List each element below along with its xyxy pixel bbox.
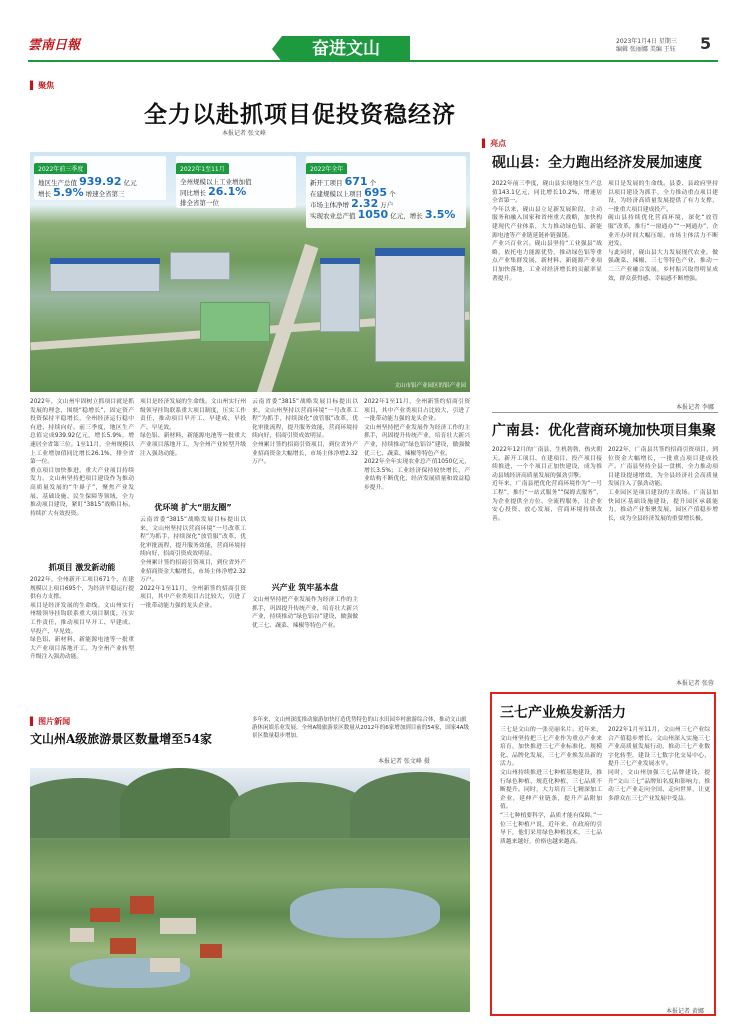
main-text-col-4: 2022年1至11月，全州新签约招商引资项目，其中产业类项目占比较大，引进了一批带动能力强的龙头企业。 文山州坚持把产业发展作为经济工作的主抓手，巩固提升传统产业，培育壮大新兴产业，持续推动“绿色铝谷”建设，做强做优三七、蔬菜、辣椒等特色产业。 2022年全年实现农业总产值1050亿元，增长3.5%；工业经济保持较快增长，产业结构不断优化，经济发展质量和效益稳步提升。 <box>364 399 470 491</box>
info-box-industry: 2022年1至11月 全州规模以上工业增加值 同比增长 26.1% 排全省第一位 <box>176 156 296 208</box>
info-box-gdp: 2022年前三季度 地区生产总值 939.92 亿元 增长 5.9% 增速全省第三 <box>34 156 166 200</box>
picnews-caption: 多年来，文山州深度推动旅游加快打造优势特色的山水田园乡村旅游综合体，推动文山旅游休闲娱乐业发展。全州A级旅游景区数量从2012年的6家增加到目前的54家，国家4A级景区数量稳步增加。 <box>252 717 470 739</box>
picnews-title: 文山州A级旅游景区数量增至54家 <box>30 732 213 746</box>
sanqi-text-col-2: 2022年1月至11月，文山州三七产业综合产值稳步增长。文山州深入实施三七产业高质量发展行动，推动三七产业数字化转型，建设三七数字化交易中心，提升三七产业发展水平。 同时，文山州加强三七品牌建设，提升“文山三七”品牌知名度和影响力，推动三七产业走向全国、走向世界，让更多群众在三七产业发展中受益。 <box>608 727 710 802</box>
main-text-col-1b: 2022年，全州新开工项目671个，在建规模以上项目695个，为经济平稳运行提供有力支撑。 项目是经济发展的生命线。文山州实行州级领导挂钩联系重大项目制度，压实工作责任，推动项目早开工、早建成、早投产、早见效。 绿色铝、新材料、新能源电池等一批重大产业项目落地开工，为全州产业转型升级注入强劲动能。 <box>30 577 134 661</box>
guangnan-text-col-2: 2022年，广南县共签约招商引资项目，到位资金大幅增长，一批重点项目建成投产。广南县坚持全县一盘棋，全力推动项目建设提速增效，为全县经济社会高质量发展注入了强劲动能。 工业园区是项目建设的主战场。广南县加快园区基础设施建设，提升园区承载能力，推动产业集聚发展，园区产值稳步增长，成为全县经济发展的重要增长极。 <box>608 447 718 522</box>
divider <box>492 412 718 413</box>
yanshan-text-col-1: 2022年前三季度，砚山县实现地区生产总值143.1亿元，同比增长10.2%，增速居全省第一。 今年以来，砚山县立足新发展阶段，主动服务和融入国家和省州重大战略，加快构建现代产业体系，大力推动绿色铝、新能源电池等产业链延链补链强链。 产业兴百业兴。砚山县坚持“工业强县”战略，依托电力能源优势，推动绿色铝等重点产业集群发展，新材料、新能源产业项目加快落地，工业对经济增长的贡献率显著提升。 <box>492 181 602 282</box>
section-tag-picnews: ▌ 图片新闻 <box>30 716 70 727</box>
section-tag-highlights: ▌ 亮点 <box>482 138 506 149</box>
subhead-projects: 抓项目 激发新动能 <box>48 563 116 572</box>
main-text-col-3: 云南省委“3815”战略发展目标提出以来，文山州坚持以营商环境“一号改革工程”为抓手，持续深化“放管服”改革，优化审批流程，提升服务效能，营商环境持续向好，招商引资成效明显。 全州累计签约招商引资项目，到位省外产业招商资金大幅增长，市场主体净增2.32万户。 <box>252 399 358 466</box>
article-title-guangnan: 广南县：优化营商环境加快项目集聚 <box>492 423 716 439</box>
yanshan-text-col-2: 项目是发展的生命线。县委、县政府坚持以项目建设为抓手，全力推动重点项目建设，为经济高质量发展提供了有力支撑，一批重大项目建成投产。 砚山县持续优化营商环境，深化“放管服”改革，推行“一窗通办”“一网通办”，企业开办时间大幅压缩，市场主体活力不断迸发。 与此同时，砚山县大力发展现代农业，做强蔬菜、辣椒、三七等特色产业，推动一二三产业融合发展，乡村振兴取得明显成效，群众获得感、幸福感不断增强。 <box>608 181 718 282</box>
main-text-col-2b: 云南省委“3815”战略发展目标提出以来，文山州坚持以营商环境“一号改革工程”为抓手，持续深化“放管服”改革，优化审批流程，提升服务效能，营商环境持续向好，招商引资成效明显。 全州累计签约招商引资项目，到位省外产业招商资金大幅增长，市场主体净增2.32万户。 2022年1至11月，全州新签约招商引资项目，其中产业类项目占比较大，引进了一批带动能力强的龙头企业。 <box>140 517 246 609</box>
sanqi-text-col-1: 三七是文山的一张亮丽名片。近年来，文山州坚持把三七产业作为重点产业来培育，加快推进三七产业标准化、规模化、品牌化发展，三七产业焕发出新的活力。 文山州持续推进三七种植基地建设，推行绿色种植、规范化种植，三七品质不断提升。同时，大力培育三七精深加工企业，延伸产业链条，提升产品附加值。 “三七种植要科学，品质才能有保障。”一位三七种植户说，近年来，在政府的引导下，他们采用绿色种植技术，三七品质越来越好，价格也越来越高。 <box>500 727 602 845</box>
date-line <box>616 38 696 54</box>
page-number: 5 <box>700 34 712 53</box>
guangnan-text-col-1: 2022年12月的广南县，生机勃勃，热火朝天。新开工项目、在建项目、投产项目接续推进，一个个项目正加快建设，成为推动县域经济高质量发展的强劲引擎。 近年来，广南县把优化营商环境作为“一号工程”，推行“一站式服务”“保姆式服务”，为企业提供全方位、全流程服务，让企业安心投资、放心发展，营商环境持续改善。 <box>492 447 602 522</box>
subhead-industry: 兴产业 筑牢基本盘 <box>271 583 339 592</box>
photo-caption: 文山市铝产业园区的铝产业园 <box>394 383 466 389</box>
article-title-sanqi: 三七产业焕发新活力 <box>500 705 626 721</box>
header-rule <box>28 60 718 62</box>
guangnan-byline: 本报记者 张蓉 <box>676 680 714 687</box>
editor-credits: 编辑 张丽娜 美编 王钰 <box>616 46 676 53</box>
main-byline: 本报记者 张文峰 <box>222 130 266 137</box>
subhead-environment: 优环境 扩大“朋友圈” <box>154 503 232 512</box>
picnews-byline: 本报记者 张文峰 摄 <box>378 758 430 765</box>
yanshan-byline: 本报记者 李娜 <box>676 404 714 411</box>
issue-date: 2023年1月4日 星期三 <box>616 38 677 45</box>
main-text-col-3b: 文山州坚持把产业发展作为经济工作的主抓手，巩固提升传统产业，培育壮大新兴产业，持续推动“绿色铝谷”建设，做强做优三七、蔬菜、辣椒等特色产业。 <box>252 597 358 629</box>
newspaper-logo: 雲南日報 <box>28 38 81 53</box>
industrial-park-photo <box>30 152 470 392</box>
info-box-projects: 2022年全年 新开工项目 671 个 在建规模以上项目 695 个 市场主体净增 2.32 万户 实现农业总产值 1050 亿元，增长 3.5% <box>306 156 466 228</box>
scenic-area-photo <box>30 768 470 1012</box>
main-text-col-1: 2022年，文山州牢固树立抓项目就是抓发展的理念，围绕“稳增长”，固定资产投资保持平稳增长，全州经济运行稳中有进、持续向好。前三季度，地区生产总值完成939.92亿元，增长5.9%，增速居全省第三位。1至11月，全州规模以上工业增加值同比增长26.1%，排全省第一位。 重点项目加快推进，重大产业项目持续发力。文山州坚持把项目建设作为推动高质量发展的“牛鼻子”，聚焦产业发展、基础设施、民生保障等领域，全力推动项目建设，紧盯“3815”战略目标，持续扩大有效投资。 <box>30 399 134 517</box>
article-title-yanshan: 砚山县：全力跑出经济发展加速度 <box>492 155 702 171</box>
main-text-col-2: 项目是经济发展的生命线。文山州实行州级领导挂钩联系重大项目制度，压实工作责任，推动项目早开工、早建成、早投产、早见效。 绿色铝、新材料、新能源电池等一批重大产业项目落地开工，为全州产业转型升级注入强劲动能。 <box>140 399 246 457</box>
section-banner: 奋进文山 <box>282 36 410 62</box>
main-headline: 全力以赴抓项目促投资稳经济 <box>144 101 456 128</box>
section-tag-focus: ▌ 聚焦 <box>30 80 54 91</box>
sanqi-byline: 本报记者 黄娜 <box>666 1008 704 1015</box>
